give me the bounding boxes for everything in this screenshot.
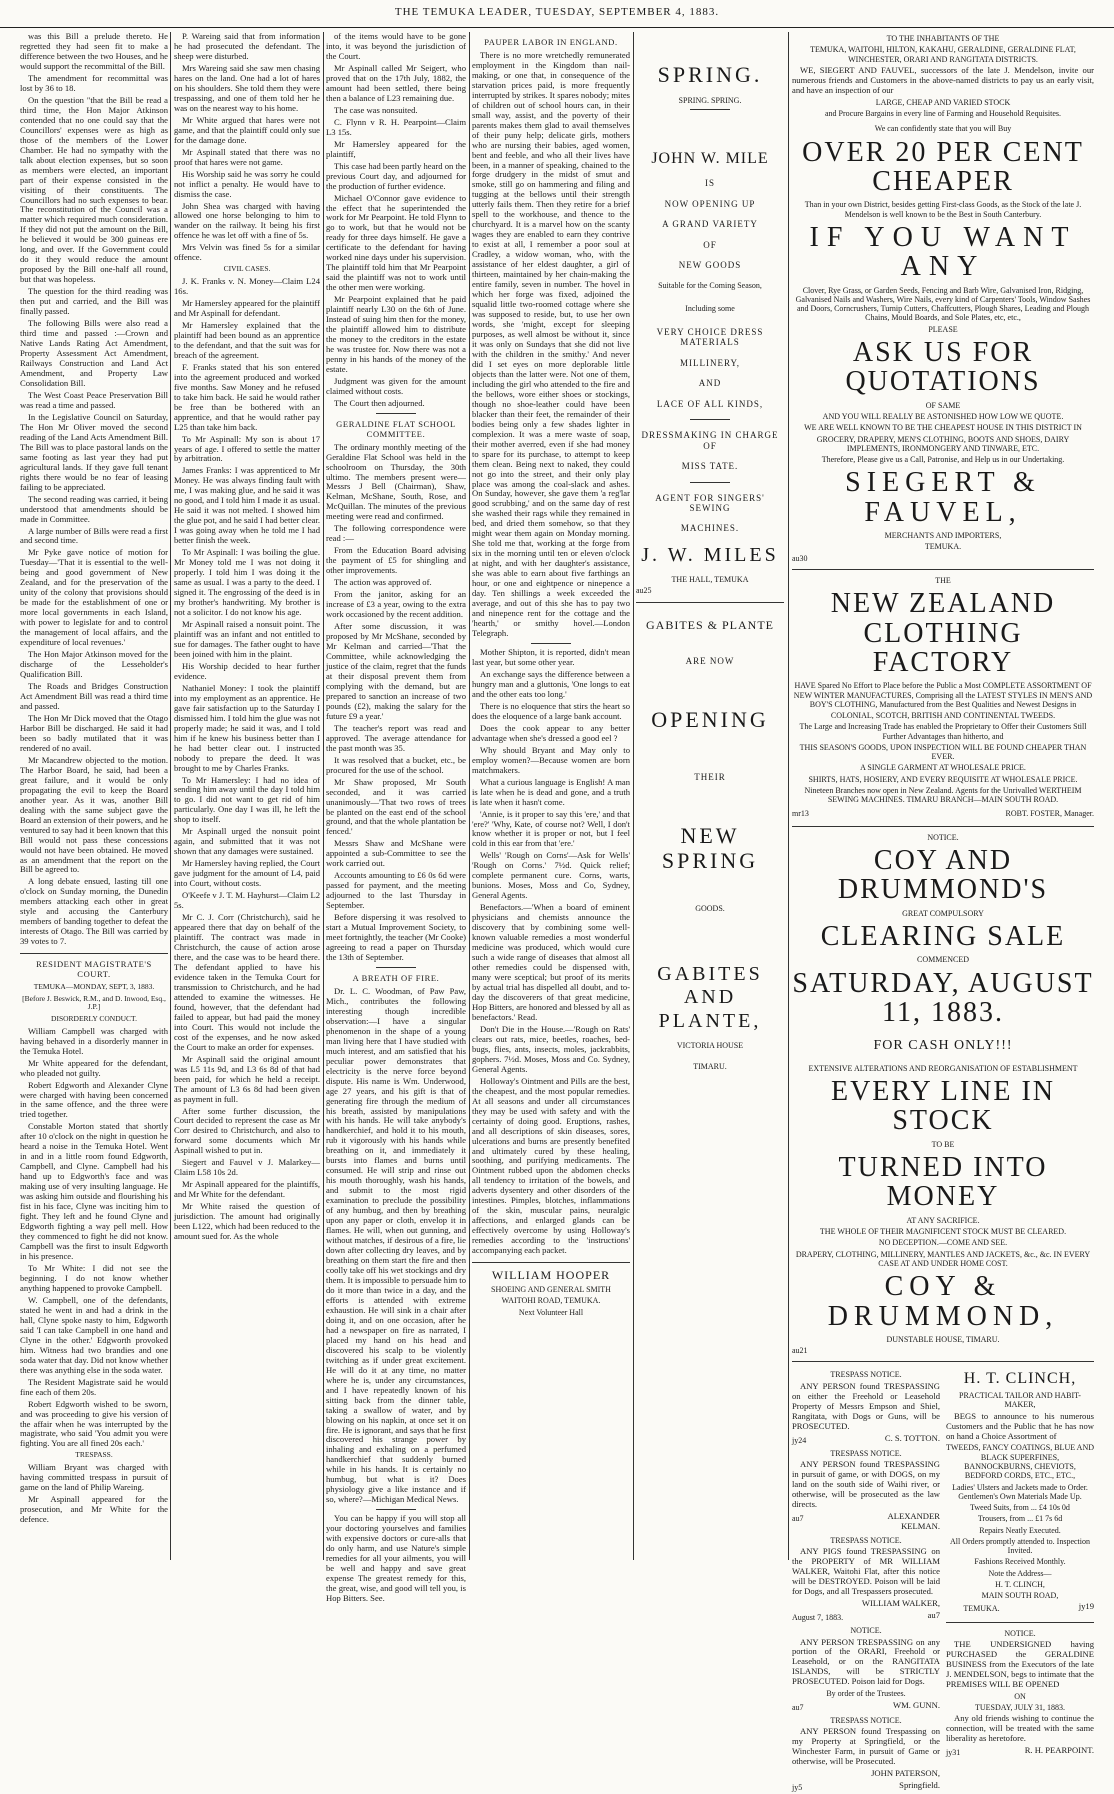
ad-text: GROCERY, DRAPERY, MEN'S CLOTHING, BOOTS AND SHOES, DAIRY IMPLEMENTS, IRONMONGERY AND TINWARE, ETC.: [816, 434, 1070, 453]
paragraph: Mr Aspinall appeared for the prosecution, and Mr White for the defence.: [20, 1494, 168, 1524]
ad-signature: ROBT. FOSTER, Manager.: [1005, 808, 1094, 818]
ad-text: Suitable for the Coming Season,: [658, 280, 762, 290]
section-heading: A BREATH OF FIRE.: [352, 973, 440, 984]
ad-text: All Orders promptly attended to. Inspection Invited.: [950, 1536, 1090, 1556]
column-1: [20, 32, 168, 1560]
ad-text: HAVE Spared No Effort to Place before the Public a Most COMPLETE ASSORTMENT OF NEW WINTER MANUFACTURES, Comprising all the LATEST STYLES IN MEN'S AND BOY'S CLOTHING, Manufactured from the Best Qualities and Newest Designs in: [793, 681, 1093, 709]
ad-address: WAITOHI ROAD, TEMUKA.: [501, 1296, 601, 1306]
paragraph: The Roads and Bridges Construction Act Amendment Bill was read a third time and passed.: [20, 681, 168, 711]
notice-footer: [946, 1746, 1094, 1759]
ad-text: COLONIAL, SCOTCH, BRITISH AND CONTINENTAL TWEEDS.: [830, 711, 1056, 721]
notice-body: ANY PERSON TRESPASSING on any portion of the ORARI, Freehold or Leasehold, or on the RANGITATA ISLANDS, will be STRICTLY PROSECUTED. Poison laid for Dogs.: [792, 1636, 940, 1687]
paragraph: His Worship decided to hear further evidence.: [174, 660, 320, 681]
paragraph: William Bryant was charged with having committed trespass in pursuit of game on the land of Philip Wareing.: [20, 1462, 168, 1493]
ad-headline: OVER 20 PER CENT CHEAPER: [802, 136, 1084, 197]
ad-text: VERY CHOICE DRESS MATERIALS: [656, 327, 764, 348]
ad-subhead: SPRING. SPRING.: [678, 95, 742, 105]
divider: [946, 1622, 1094, 1623]
notice-signature: WM. GUNN.: [892, 1699, 940, 1710]
ad-text: NOTICE.: [927, 832, 959, 842]
subheading: CIVIL CASES.: [223, 264, 271, 274]
paragraph: To Mr Hamersley: I had no idea of sending him away until the day I told him to go. I did not want to get rid of him particularly. One day I was ill, he left the shop to itself.: [174, 774, 320, 825]
paragraph: was this Bill a prelude thereto. He regretted they had seen fit to make a difference between the two Houses, and he would support the recommittal of the Bill.: [20, 31, 168, 71]
notice-heading: NOTICE.: [850, 1626, 882, 1636]
ad-name: COY & DRUMMOND,: [827, 1271, 1059, 1332]
paragraph: On the question "that the Bill be read a third time, the Hon Major Atkinson contended that no one could say that the Councillors' expenses were as high as those of the members of the Lower Chamber. He had no sympathy with the talk about election expenses, but so soon as members were elected, an important part of their expense consisted in the visiting of their constituents. The Councillors had no such expenses to bear. The reconstitution of the Council was a matter which required much consideration. If they did not put the amount on the Bill, he believed it would be 300 guineas ere long, and over. If the Government could do it they would reduce the amount proposed by the Bill one-half all round, but that was hopeless.: [20, 94, 168, 285]
paragraph: J. K. Franks v. N. Money—Claim L24 16s.: [174, 276, 320, 296]
paragraph: The Court then adjourned.: [334, 397, 425, 408]
ad-text: OF SAME: [925, 400, 961, 410]
ad-headline: SPRING.: [657, 62, 763, 87]
paragraph: The amendment for recommittal was lost by 36 to 18.: [20, 72, 168, 93]
ad-text: and Procure Bargains in every line of Farming and Household Requisites.: [824, 108, 1062, 118]
notice-text: ON: [1014, 1691, 1026, 1701]
ad-text: DRAPERY, CLOTHING, MILLINERY, MANTLES AND JACKETS, &c., &c. IN EVERY CASE AT AND UNDER HOME COST.: [795, 1249, 1091, 1268]
subheading: TRESPASS.: [75, 1450, 113, 1460]
paragraph: P. Wareing said that from information he had prosecuted the defendant. The sheep were disturbed.: [174, 31, 320, 61]
divider: [792, 569, 1094, 570]
ad-ref: mr13: [792, 808, 809, 818]
ad-text: COMMENCED: [916, 955, 969, 965]
ad-text: TIMARU.: [693, 1062, 727, 1071]
paragraph: Mrs Velvin was fined 5s for a similar offence.: [174, 242, 320, 263]
ad-text: WE, SIEGERT AND FAUVEL, successors of the late J. Mendelson, invite our numerous friends and Customers in the above-named districts to pay us an early visit, and have an inspection of our: [792, 64, 1094, 95]
ad-name: J. W. MILES: [641, 543, 779, 566]
ad-text: MERCHANTS AND IMPORTERS,: [884, 531, 1002, 541]
notice-heading: TRESPASS NOTICE.: [830, 1370, 902, 1380]
paragraph: W. Campbell, one of the defendants, stated he went in and had a drink in the hall, Clyne spoke nasty to him, Edgworth said 'I can take Campbell in one hand and Clyne in the other.' Edgworth provoked him. Witness had two brandies and one soda water that day. Did not know whether there was anything else in the soda water.: [20, 1294, 168, 1375]
paragraph: Holloway's Ointment and Pills are the best, the cheapest, and the most popular remedies. At all seasons and under all circumstances they may be used with safety and with the certainty of doing good. Eruptions, rashes, and all descriptions of skin diseases, sores, ulcerations and burns are presently benefited and ultimately cured by these healing, soothing, and purifying medicaments. The Ointment rubbed upon the abdomen checks all tendency to irritation of the bowels, and adverts dysentery and other disorders of the intestines. Pimples, blotches, inflammations of the skin, muscular pains, neuralgic affections, and enlarged glands can be effectively overcome by using Holloway's remedies according to the 'instructions' accompanying each packet.: [472, 1075, 630, 1256]
paragraph: Robert Edgworth wished to be sworn, and was proceeding to give his version of the affair when he was interrupted by the magistrate, who said 'You admit you were fighting. You are all fined 20s each.': [20, 1398, 168, 1449]
ad-note: Next Volunteer Hall: [518, 1307, 584, 1317]
divider: [690, 482, 730, 483]
notice-body: THE UNDERSIGNED having PURCHASED the GERALDINE BUSINESS from the Executors of the late J. MENDELSON, begs to intimate that the PREMISES WILL BE OPENED: [946, 1638, 1094, 1689]
paragraph: Constable Morton stated that shortly after 10 o'clock on the night in question he heard a noise in the Temuka Hotel. Went in and in a little room found Edgworth, Campbell, and Clyne. Campbell had his hand up to Edgworth's face and was making use of very insulting language. He was asking him outside and flourishing his fist in his face, Clyne was inciting him to fight. They left and he found Clyne and Edgworth fighting a way pell mell. How they commenced to fight he did not know. Campbell was the first to insult Edgworth in his presence.: [20, 1121, 168, 1261]
ad-trade: SHOEING AND GENERAL SMITH: [491, 1285, 611, 1295]
paragraph: Mr Shaw proposed, Mr South seconded, and it was carried unanimously—'That two rows of trees be planted on the east end of the school ground, and that the whole plantation be fenced.': [326, 776, 466, 837]
ad-text: TO BE: [931, 1139, 955, 1149]
notice-date: TUESDAY, JULY 31, 1883.: [974, 1703, 1066, 1713]
divider: [472, 1262, 630, 1263]
ad-text: VICTORIA HOUSE: [676, 1040, 744, 1050]
section-heading: PAUPER LABOR IN ENGLAND.: [484, 37, 618, 47]
notices-left: [792, 1368, 940, 1794]
ad-text: NEW GOODS: [678, 260, 742, 271]
paragraph: C. Flynn v R. H. Pearpoint—Claim L3 15s.: [326, 116, 466, 137]
ad-text: AND: [698, 378, 722, 389]
ad-headline: SATURDAY, AUGUST 11, 1883.: [792, 967, 1094, 1029]
ad-text: GOODS.: [695, 903, 725, 913]
paragraph: From the Education Board advising the payment of £5 for shingling and other improvements.: [326, 545, 466, 576]
ad-name: WILLIAM HOOPER: [491, 1268, 611, 1283]
ad-text: GREAT COMPULSORY: [902, 908, 984, 918]
paragraph: The second reading was carried, it being understood that amendments should be made in Committee.: [20, 493, 168, 524]
bench: [Before J. Beswick, R.M., and D. Inwood, Esq., J.P.]: [22, 993, 166, 1012]
ad-name: GABITES & PLANTE: [646, 617, 774, 632]
ad-text: MAIN SOUTH ROAD,: [981, 1591, 1059, 1601]
notice-body: ANY PERSON found Trespassing on my Property at Springfield, or the Winchester Farm, in pursuit of Game or otherwise, will be Prosecuted.: [792, 1726, 940, 1767]
paragraph: Mr Hamersley explained that the plaintiff had been bound as an apprentice to the defendant, and that the suit was for breach of the agreement.: [174, 319, 320, 360]
ad-text: THE HALL, TEMUKA: [671, 575, 749, 585]
ad-text: THIS SEASON'S GOODS, UPON INSPECTION WILL BE FOUND CHEAPER THAN EVER.: [799, 742, 1087, 762]
ad-text: THE: [935, 575, 951, 585]
ad-footer: [946, 1602, 1094, 1615]
paragraph: Accounts amounting to £6 0s 6d were passed for payment, and the meeting adjourned to the last Thursday in September.: [326, 870, 466, 911]
divider: [376, 413, 416, 414]
ad-text: Nineteen Branches now open in New Zealand. Agents for the Unrivalled WERTHEIM SEWING MACHINES. TIMARU BRANCH—MAIN SOUTH ROAD.: [804, 785, 1082, 805]
masthead: THE TEMUKA LEADER, TUESDAY, SEPTEMBER 4, 1883.: [0, 6, 1114, 28]
ad-text: NO DECEPTION.—COME AND SEE.: [878, 1238, 1008, 1248]
ad-text: LACE OF ALL KINDS,: [656, 398, 764, 409]
paragraph: 'Annie, is it proper to say this 'ere,' and that 'ere?' 'Why, Kate, of course not? Well, I don't know whether it is proper or not, but I feel cold in this ear from that 'ere.': [472, 808, 630, 849]
ad-headline: CLEARING SALE: [820, 921, 1066, 953]
section-heading: RESIDENT MAGISTRATE'S COURT.: [36, 959, 152, 980]
paragraph: This case had been partly heard on the previous Court day, and adjourned for the production of further evidence.: [326, 160, 466, 191]
paragraph: Benefactors.—'When a board of eminent physicians and chemists announce the discovery that by combining some well-known valuable remedies a most wonderful medicine was produced, which would cure such a wide range of diseases that almost all other remedies could be dispensed with, many were sceptical; but proof of its merits by actual trial has dispelled all doubt, and to-day the discoverers of that great medicine, Hop Bitters, are honored and blessed by all as benefactors.' Read.: [472, 902, 630, 1022]
ad-text: A SINGLE GARMENT AT WHOLESALE PRICE.: [860, 763, 1026, 773]
notice-heading: TRESPASS NOTICE.: [830, 1448, 902, 1458]
ad-text: A GRAND VARIETY: [662, 219, 758, 230]
paragraph: A long debate ensued, lasting till one o'clock on Sunday morning, the Dunedin members attacking each other in great style and accusing the Canterbury members of banding together to defeat the interests of Otago. The Bill was carried by 39 votes to 7.: [20, 876, 168, 947]
ad-text: FOR CASH ONLY!!!: [873, 1037, 1013, 1053]
divider: [20, 953, 168, 954]
ad-ref: au7: [792, 1702, 804, 1712]
ad-name: JOHN W. MILE: [651, 149, 769, 167]
paragraph: Nathaniel Money: I took the plaintiff into my employment as an apprentice. He gave fair satisfaction up to the Saturday I dismissed him. I told him the glue was not properly made; he said it was, and I told him if he knew his business better than I he had better clear out. I instructed nobody to prepare the deed. It was brought to me by Charles Franks.: [174, 682, 320, 773]
ad-text: NOW OPENING UP: [664, 198, 756, 209]
paragraph: The following Bills were also read a third time and passed :—Crown and Native Lands Rating Act Amendment, Property Assessment Act Amendment, Railways Construction and Land Act Amendment, and Property Law Consolidation Bill.: [20, 318, 168, 388]
ad-text: IS: [704, 178, 715, 189]
paragraph: Judgment was given for the amount claimed without costs.: [326, 375, 466, 396]
ad-ref: au30: [792, 553, 808, 563]
ad-text: AT ANY SACRIFICE.: [906, 1215, 980, 1225]
paragraph: The ordinary monthly meeting of the Geraldine Flat School was held in the schoolroom on Thursday, the 30th ultimo. The members present were—Messrs J Bell (Chairman), Shaw, Kelman, McShane, South, Rose, and McQuillan. The minutes of the previous meeting were read and confirmed.: [326, 441, 466, 522]
ad-text: TEMUKA, WAITOHI, HILTON, KAKAHU, GERALDINE, GERALDINE FLAT, WINCHESTER, ORARI AND RANGITATA DISTRICTS.: [810, 45, 1076, 64]
ad-headline: COY AND DRUMMOND'S: [837, 845, 1049, 906]
ad-headline: TURNED INTO MONEY: [838, 1152, 1048, 1213]
ad-text: THE WHOLE OF THEIR MAGNIFICENT STOCK MUST BE CLEARED.: [819, 1227, 1067, 1237]
paragraph: Mr Aspinall stated that there was no proof that hares were not game.: [174, 146, 320, 167]
paragraph: Mr C. J. Corr (Christchurch), said he appeared there that day on behalf of the plaintiff. The contract was made in Christchurch, the cause of action arose there, and the case was to be heard there. The defendant applied to have his evidence taken in the Temuka Court for transmission to Christchurch, and he had attended to examine the witnesses. He found, however, that the defendant had failed to appear, but had paid the money into Court. This would not include the cost of the expenses, and he now asked the Court to make an order for expenses.: [174, 912, 320, 1052]
parliament-report: [20, 32, 168, 947]
paragraph: James Franks: I was apprenticed to Mr Money. He was always finding fault with me, I was making glue, and he said it was no good, and I told him I made it as usual. He said it was not melted. I showed him the glue pot, and he said I had better clear. I was going away when he told me I had better finish the week.: [174, 465, 320, 546]
ad-name: SIEGERT & FAUVEL,: [845, 467, 1041, 528]
paragraph: John Shea was charged with having allowed one horse belonging to him to wander on the railway. It being his first offence he was let off with a fine of 5s.: [174, 200, 320, 241]
divider: [690, 419, 730, 420]
notice-footer: [792, 1512, 940, 1534]
ad-headline: NEW SPRING: [661, 822, 759, 874]
notice-text: By order of the Trustees.: [826, 1689, 906, 1699]
column-3: [326, 31, 466, 1604]
ad-text: DUNSTABLE HOUSE, TIMARU.: [886, 1334, 1000, 1344]
paragraph: His Worship said he was sorry he could not inflict a penalty. He would have to dismiss the case.: [174, 168, 320, 199]
notice-place: Springfield.: [899, 1780, 940, 1790]
paragraph: In the Legislative Council on Saturday, The Hon Mr Oliver moved the second reading of the Land Acts Amendment Bill. The Bill was to place pastoral lands on the same footing as last year they had put agricultural lands. If they gave full tenant rights there would be no fear of leasing failing to be appreciated.: [20, 411, 168, 492]
paragraph: Before dispersing it was resolved to start a Mutual Improvement Society, to meet fortnightly, the teacher (Mr Cooke) agreeing to read a paper on Thursday the 13th of September.: [326, 912, 466, 963]
ad-ref: au25: [636, 586, 652, 596]
paragraph: Mr Aspinall urged the nonsuit point again, and submitted that it was not shown that any damages were sustained.: [174, 826, 320, 857]
ad-ref: jy5: [792, 1783, 803, 1792]
paragraph: Mr Pyke gave notice of motion for Tuesday—'That it is essential to the well-being and good government of New Zealand, and for the preservation of the unity of the colony that provisions should be made for the establishment of one or more local governments in each Island, with power to legislate for and to control the management of local affairs, and the expenditure of local revenues.': [20, 547, 168, 648]
ad-text: TEMUKA.: [924, 542, 962, 552]
paragraph: Mother Shipton, it is reported, didn't mean last year, but some other year.: [472, 647, 630, 667]
notice-footer: [792, 1434, 940, 1447]
paragraph: To Mr Aspinall: My son is about 17 years of age. I offered to settle the matter by arbitration.: [174, 433, 320, 464]
notice-body: ANY PERSON found TRESPASSING in pursuit of game, or with DOGS, on my land on the south side of Waihi river, or otherwise, will be prosecuted as the law directs.: [792, 1459, 940, 1509]
ad-name: GABITES AND PLANTE,: [657, 963, 763, 1032]
ad-text: MILLINERY,: [679, 357, 741, 368]
ad-text: The Large and Increasing Trade has enabled the Proprietary to Offer their Customers Still Further Advantages than hitherto, and: [799, 722, 1087, 741]
paragraph: The teacher's report was read and approved. The average attendance for the past month was 35.: [326, 722, 466, 753]
notice-heading: TRESPASS NOTICE.: [830, 1715, 902, 1725]
column-2: [174, 32, 320, 1560]
paragraph: The action was approved of.: [334, 577, 432, 588]
ad-ref: au7: [792, 1513, 804, 1523]
paragraph: After some discussion, it was proposed by Mr McShane, seconded by Mr Kelman and carried—'That the Committee, while acknowledging the justice of the claim, regret that the funds at their disposal prevent them from complying with the demand, but are prepared to sanction an increase of two pounds (£2), making the salary for the future £9 a year.': [326, 621, 466, 721]
paragraph: Robert Edgworth and Alexander Clyne were charged with having been concerned in the same offence, and the three were tried together.: [20, 1079, 168, 1120]
ad-headline: NEW ZEALAND CLOTHING FACTORY: [830, 588, 1056, 678]
ad-text: AGENT FOR SINGERS' SEWING: [655, 492, 765, 513]
ad-text: Fashions Received Monthly.: [974, 1557, 1066, 1567]
paragraph: Mr Pearpoint explained that he paid plaintiff nearly L30 on the 6th of June. Instead of suing him then for the money, the plaintiff allowed him to distribute the money to the creditors in the estate he was trustee for. Now there was not a penny in his hands of the money of the estate.: [326, 294, 466, 374]
divider: [376, 1509, 416, 1510]
ad-ref: jy24: [792, 1435, 807, 1445]
divider: [792, 826, 1094, 827]
notice-footer: [792, 1781, 940, 1794]
paragraph: Mr Hamersley having replied, the Court gave judgment for the amount of L4, paid into Court, without costs.: [174, 858, 320, 889]
paragraph: Siegert and Fauvel v J. Malarkey—Claim L58 10s 2d.: [174, 1157, 320, 1178]
price-line: Trousers, from ... £1 7s 6d: [977, 1514, 1063, 1524]
ad-text: ARE NOW: [685, 656, 735, 667]
paragraph: Mr Aspinall raised a nonsuit point. The plaintiff was an infant and not entitled to sue for damages. The father ought to have been joined with him in the plaint.: [174, 618, 320, 659]
paragraph: O'Keefe v J. T. M. Hayhurst—Claim L2 5s.: [174, 890, 320, 911]
ad-text: TEMUKA.: [963, 1604, 1000, 1614]
divider: [531, 643, 571, 644]
ad-text: LARGE, CHEAP AND VARIED STOCK: [875, 97, 1011, 107]
ad-text: OF: [703, 239, 717, 250]
paragraph: Mr Aspinall appeared for the plaintiffs, and Mr White for the defendant.: [174, 1179, 320, 1200]
paragraph: Mr White appeared for the defendant, who pleaded not guilty.: [20, 1057, 168, 1078]
notice-footer: [792, 1611, 940, 1624]
ad-ref: au21: [792, 1346, 808, 1356]
ad-headline: OPENING: [651, 706, 769, 732]
paragraph: You can be happy if you will stop all your doctoring yourselves and families with expensive doctors or cure-alls that do only harm, and use Nature's simple remedies for all your ailments, you will be well and happy and save great expense The greatest remedy for this, the great, wise, and good will tell you, is Hop Bitters. See.: [326, 1513, 466, 1604]
ad-text: Than in your own District, besides getting First-class Goods, as the Stock of the late J. Mendelson is well known to be the Best in South Canterbury.: [804, 200, 1082, 219]
paragraph: Mr Hamersley appeared for the plaintiff,: [326, 138, 466, 159]
paragraph: The case was nonsuited.: [334, 104, 418, 115]
notice-heading: NOTICE.: [1004, 1628, 1036, 1638]
paragraph: From the janitor, asking for an increase of £3 a year, owing to the extra work occasioned by the recent addition.: [326, 589, 466, 620]
paragraph: Mr Aspinall called Mr Seigert, who proved that on the 17th July, 1882, the amount had been settled, there being then a balance of L23 remaining due.: [326, 62, 466, 103]
column-rule: [323, 32, 324, 1560]
ad-ref: jy19: [1078, 1601, 1094, 1612]
ad-text: WE ARE WELL KNOWN TO BE THE CHEAPEST HOUSE IN THIS DISTRICT IN: [804, 423, 1082, 433]
ad-text: EXTENSIVE ALTERATIONS AND REORGANISATION OF ESTABLISHMENT: [808, 1063, 1078, 1073]
ad-text: DRESSMAKING IN CHARGE OF: [641, 430, 779, 451]
column-rule: [788, 32, 789, 1560]
paragraph: of the items would have to be gone into, it was beyond the jurisdiction of the Court.: [326, 31, 466, 61]
dateline: TEMUKA—MONDAY, SEPT, 3, 1883.: [33, 981, 155, 991]
column-4: [472, 32, 630, 1560]
notice-heading: TRESPASS NOTICE.: [830, 1535, 902, 1545]
notice-signature: JOHN PATERSON,: [871, 1768, 940, 1779]
paragraph: It was resolved that a bucket, etc., be procured for the use of the school.: [326, 754, 466, 775]
ad-text: SHIRTS, HATS, HOSIERY, AND EVERY REQUISITE AT WHOLESALE PRICE.: [808, 774, 1078, 784]
paragraph: Dr. L. C. Woodman, of Paw Paw, Mich., contributes the following interesting though incredible observation:—I have a singular phenomenon in the shape of a young man living here that I have studied with much interest, and am satisfied that his peculiar power demonstrates that electricity is the nerve force beyond dispute. His name is Wm. Underwood, age 27 years, and his gift is that of generating fire through the medium of his breath, assisted by manipulations with his hands. He will take anybody's handkerchief, and hold it to his mouth, rub it vigorously with his hands while breathing on it, and immediately it bursts into flames and burns until consumed. He will strip and rinse out his mouth thoroughly, wash his hands, and submit to the most rigid examination to preclude the possibility of any humbug, and then by breathing upon any paper or cloth, envelop it in flames. He will, when out gunning, and without matches, if desirous of a fire, lie down after collecting dry leaves, and by breathing on them start the fire and then coolly take off his wet stockings and dry them. It is impossible to persuade him to do it more than twice in a day, and the efforts is attended with extreme exhaustion. He will sink in a chair after doing it, and on one occasion, after he had a newspaper on fire as narrated, I placed my hand on his head and discovered his scalp to be violently twitching as if under great excitement. He will do it at any time, no matter where he is, under any circumstances, and I have repeatedly known of his sitting back from the dinner table, taking a swallow of water, and by blowing on his napkin, at once set it on fire. He is ignorant, and says that he first discovered his strange power by inhaling and exhaling on a perfumed handkerchief that suddenly burned while in his hands. It is certainly no humbug, but what is it? Does physiology give a like instance and if so, where?—Michigan Medical News.: [326, 985, 466, 1505]
column-6: [792, 32, 1094, 1792]
paragraph: Mr White raised the question of jurisdiction. The amount had originally been L122, which had been reduced to the amount sued for. As the whole: [174, 1201, 320, 1242]
divider: [376, 967, 416, 968]
ad-text: H. T. CLINCH,: [995, 1579, 1045, 1589]
paragraph: After some further discussion, the Court decided to represent the case as Mr Corr desired to Christchurch, and also to forward some documents which Mr Aspinall wished to put in.: [174, 1105, 320, 1156]
ad-text: TO THE INHABITANTS OF THE: [886, 34, 1000, 43]
column-rule: [633, 32, 634, 1560]
notice-signature: C. S. TOTTON.: [884, 1432, 940, 1443]
paragraph: Wells' 'Rough on Corns'—Ask for Wells' 'Rough on Corns.' 7½d. Quick relief; complete permanent cure. Corns, warts, bunions. Moses, Moss and Co, Sydney, General Agents.: [472, 850, 630, 901]
paragraph: Mr Aspinall said the original amount was L5 11s 9d, and L3 6s 8d of that had been paid, for which he held a receipt. The amount of L3 6s 8d had been given as payment in full.: [174, 1053, 320, 1104]
paragraph: William Campbell was charged with having behaved in a disorderly manner in the Temuka Hotel.: [20, 1025, 168, 1056]
notice-body: ANY PIGS found TRESPASSING on the PROPERTY of MR WILLIAM WALKER, Waitohi Flat, after this notice will be DESTROYED. Poison will be laid for Dogs, and all Trespassers prosecuted.: [792, 1546, 940, 1597]
ad-name: H. T. CLINCH,: [963, 1370, 1077, 1388]
paragraph: Mr Hamersley appeared for the plaintiff and Mr Aspinall for defendant.: [174, 297, 320, 318]
notice-date: August 7, 1883.: [792, 1612, 844, 1622]
paragraph: What a curious language is English! A man is late when he is dead and gone, and a truth is late when it hasn't come.: [472, 776, 630, 807]
ad-text: Therefore, Please give us a Call, Patronise, and Help us in our Undertaking.: [821, 455, 1065, 465]
notice-signature: R. H. PEARPOINT.: [1024, 1745, 1094, 1756]
paragraph: Messrs Shaw and McShane were appointed a sub-Committee to see the work carried out.: [326, 838, 466, 869]
ad-text: Including some: [685, 303, 735, 313]
paragraph: Michael O'Connor gave evidence to the effect that he superintended the work for Mr Pearpoint. He told Flynn to go to work, but that he would not be ready for three days himself. He gave a certificate to the defendant for having worked nine days under his supervision. The plaintiff told him that Mr Pearpoint said the plaintiff was not to work until the other men were working.: [326, 192, 466, 293]
paragraph: To Mr Aspinall: I was boiling the glue. Mr Money told me I was not doing it properly. I told him I was doing it the same as usual. I was a party to the deed. I signed it. The engrossing of the deed is in my brother's handwriting. My brother is not a solicitor. I do not know his age.: [174, 547, 320, 617]
ad-ref: jy31: [946, 1748, 961, 1758]
ad-text: MISS TATE.: [681, 461, 739, 472]
column-rule: [170, 32, 171, 1560]
paragraph: The question for the third reading was then put and carried, and the Bill was finally passed.: [20, 286, 168, 317]
paragraph: Don't Die in the House.—'Rough on Rats' clears out rats, mice, beetles, roaches, bed-bugs, flies, ants, insects, moles, jackrabbits, gophers. 7½d. Moses, Moss and Co. Sydney, General Agents.: [472, 1023, 630, 1074]
notice-body: Any old friends wishing to continue the connection, will be treated with the same liberality as heretofore.: [946, 1713, 1094, 1744]
ad-footer: [792, 807, 1094, 820]
notice-body: ANY PERSON found TRESPASSING on either the Freehold or Leasehold Property of Messrs Empson and Shiel, Rangitata, with Dogs or Guns, will be PROSECUTED.: [792, 1380, 940, 1431]
ad-headline: EVERY LINE IN STOCK: [830, 1076, 1056, 1137]
subheading: DISORDERLY CONDUCT.: [51, 1014, 137, 1023]
notices-grid: [792, 1368, 1094, 1794]
paragraph: Why should Bryant and May only to employ women?—Because women are born matchmakers.: [472, 744, 630, 775]
ad-text: PLEASE: [928, 324, 958, 334]
ad-ref: au7: [927, 1609, 940, 1620]
ad-text: Clover, Rye Grass, or Garden Seeds, Fencing and Barb Wire, Galvanised Iron, Ridging, Galvanised Nails and Washers, Wire Nails, every kind of Carpenters' Tools, Window Sashes and Doors, Corncrushers, Turnip Cutters, Chaffcutters, Plough Shares, Leading and Plough Chains, Mould Boards, and Sole Plates, etc, etc.,: [795, 285, 1091, 323]
column-5: [636, 32, 784, 1560]
paragraph: An exchange says the difference between a hungry man and a gluttonis, 'One longs to eat and the other eats too long.': [472, 668, 630, 699]
column-rule: [469, 32, 470, 1560]
ad-text: TWEEDS, FANCY COATINGS, BLUE AND BLACK SUPERFINES, BANNOCKBURNS, CHEVIOTS, BEDFORD CORDS, ETC., ETC.,: [946, 1443, 1094, 1481]
notice-signature: WILLIAM WALKER,: [861, 1598, 940, 1609]
section-heading: GERALDINE FLAT SCHOOL COMMITTEE.: [336, 418, 456, 439]
ad-text: MACHINES.: [680, 523, 740, 534]
ad-text: Repairs Neatly Executed.: [979, 1525, 1061, 1535]
paragraph: Mrs Wareing said she saw men chasing hares on the land. One had a lot of hares on his shoulders. She told them they were trespassing, and one of them told her he was on the nearest way to his home.: [174, 62, 320, 113]
price-line: Tweed Suits, from ... £4 10s 0d: [970, 1503, 1070, 1513]
paragraph: There is no more wretchedly remunerated employment in the Kingdom than nail-making, or one that, in consequence of the starvation prices paid, is more frequently interrupted by strikes. It spares nobody; mites of children out of school hours can, in their small way, assist, and the poverty of their parents makes them glad to avail themselves of their puny help; delicate girls, mothers who are nursing their babies, aged women, bent and feeble, and who all their lives have been, in a manner of speaking, chained to the forge drudgery in the midst of smut and smoke, still go on hammering and filing and tugging at the bellows until their strength utterly fails them. Then they retire for a brief spell to the workhouse, and thence to the churchyard. It is a marvel how on the scanty wages they are enabled to earn they contrive to exist at all, I remember a poor soul at Cradley, a widow woman, who, with the assistance of her eldest daughter, a girl of thirteen, maintained by her chain-making the entire family, seven in number. The hovel in which her forge was fixed, adjoined the squalid little two-roomed cottage where she was supposed to reside, but, to use her own words, she 'might, except for sleeping purposes, as well almost be without it, since it was only on Sundays that she did not live with the children in the smithy.' And never did I set eyes on more deplorable little objects than the latter were. Not one of them, including the girl who attended to the fire and the bellows, wore either shoes or stockings, though no shoe-leather could have been blacker than their feet, the remainder of their bodies being only a few shades lighter in complexion. It was a mere waste of soap, their mother averred, even if she had money to spare for its purchase, to attempt to keep them clean. Being next to naked, they could not go into the street, and their only play place was among the coal-slack and ashes. On Sunday, however, she gave them 'a reg'lar good scrubbing,' and on the same day of rest she washed their rags while they remained in bed, and dried them somehow, so that they might wear them again on Monday morning. She told me that, working at the forge from six in the morning until ten or eleven o'clock at night, and with her daughter's assistance, she was able to earn about five farthings an hour, or one and eightpence or ninepence a day. Ten shillings a week exceeded the average, and out of this she has to pay two and ninepence rent for the cottage and the 'hearth,' or smithy hovel.—London Telegraph.: [472, 49, 630, 639]
paragraph: The Hon Major Atkinson moved for the discharge of the Lesseholder's Qualification Bill.: [20, 649, 168, 680]
ad-text: THEIR: [694, 772, 726, 783]
ad-text: BEGS to announce to his numerous Customers and the Public that he has now on hand a Choice Assortment of: [946, 1410, 1094, 1441]
paragraph: A large number of Bills were read a first and second time.: [20, 525, 168, 546]
ad-text: AND YOU WILL REALLY BE ASTONISHED HOW LOW WE QUOTE.: [822, 411, 1064, 421]
ad-text: PRACTICAL TAILOR AND HABIT-MAKER,: [959, 1391, 1081, 1410]
paragraph: There is no eloquence that stirs the heart so does the eloquence of a large bank account.: [472, 700, 630, 721]
paragraph: The following correspondence were read :—: [326, 523, 466, 544]
ad-headline: IF YOU WANT ANY: [809, 221, 1077, 283]
paragraph: The Resident Magistrate said he would fine each of them 20s.: [20, 1376, 168, 1397]
paragraph: Does the cook appear to any better advantage when she's dressed a good eel ?: [472, 722, 630, 743]
paragraph: To Mr White: I did not see the beginning. I do not know whether anything happened to provoke Campbell.: [20, 1262, 168, 1293]
paragraph: F. Franks stated that his son entered into the agreement produced and worked five months. Saw Money and he refused to take him back. He said he would rather be free than be bothered with an apprentice, and that he would rather pay L25 than take him back.: [174, 361, 320, 432]
paragraph: Mr Macandrew objected to the motion. The Harbor Board, he said, had been a great failure, and it would be only propagating the evil to keep the Board another year. As it was, another Bill dealing with the same subject gave the Board an extension of their powers, and he ventured to say had it been known that this Bill would not pass these concessions would not have been obtained. He moved as an amendment that the report on the Bill be agreed to.: [20, 754, 168, 875]
ad-text: Ladies' Ulsters and Jackets made to Order. Gentlemen's Own Materials Made Up.: [952, 1482, 1088, 1501]
ad-headline: ASK US FOR QUOTATIONS: [845, 336, 1041, 398]
paragraph: The West Coast Peace Preservation Bill was read a time and passed.: [20, 389, 168, 410]
paragraph: Mr White argued that hares were not game, and that the plaintiff could only sue for the damage done.: [174, 114, 320, 145]
ad-text: Note the Address—: [988, 1568, 1052, 1578]
notice-footer: [792, 1701, 940, 1714]
notices-right: [946, 1368, 1094, 1794]
divider: [792, 1361, 1094, 1362]
notice-signature: ALEXANDER KELMAN.: [887, 1510, 940, 1531]
ad-text: We can confidently state that you will Buy: [874, 124, 1012, 134]
divider: [690, 109, 730, 110]
paragraph: The Hon Mr Dick moved that the Otago Harbor Bill be discharged. He said it had been so badly mutilated that it was rendered of no avail.: [20, 712, 168, 753]
divider: [636, 602, 784, 603]
